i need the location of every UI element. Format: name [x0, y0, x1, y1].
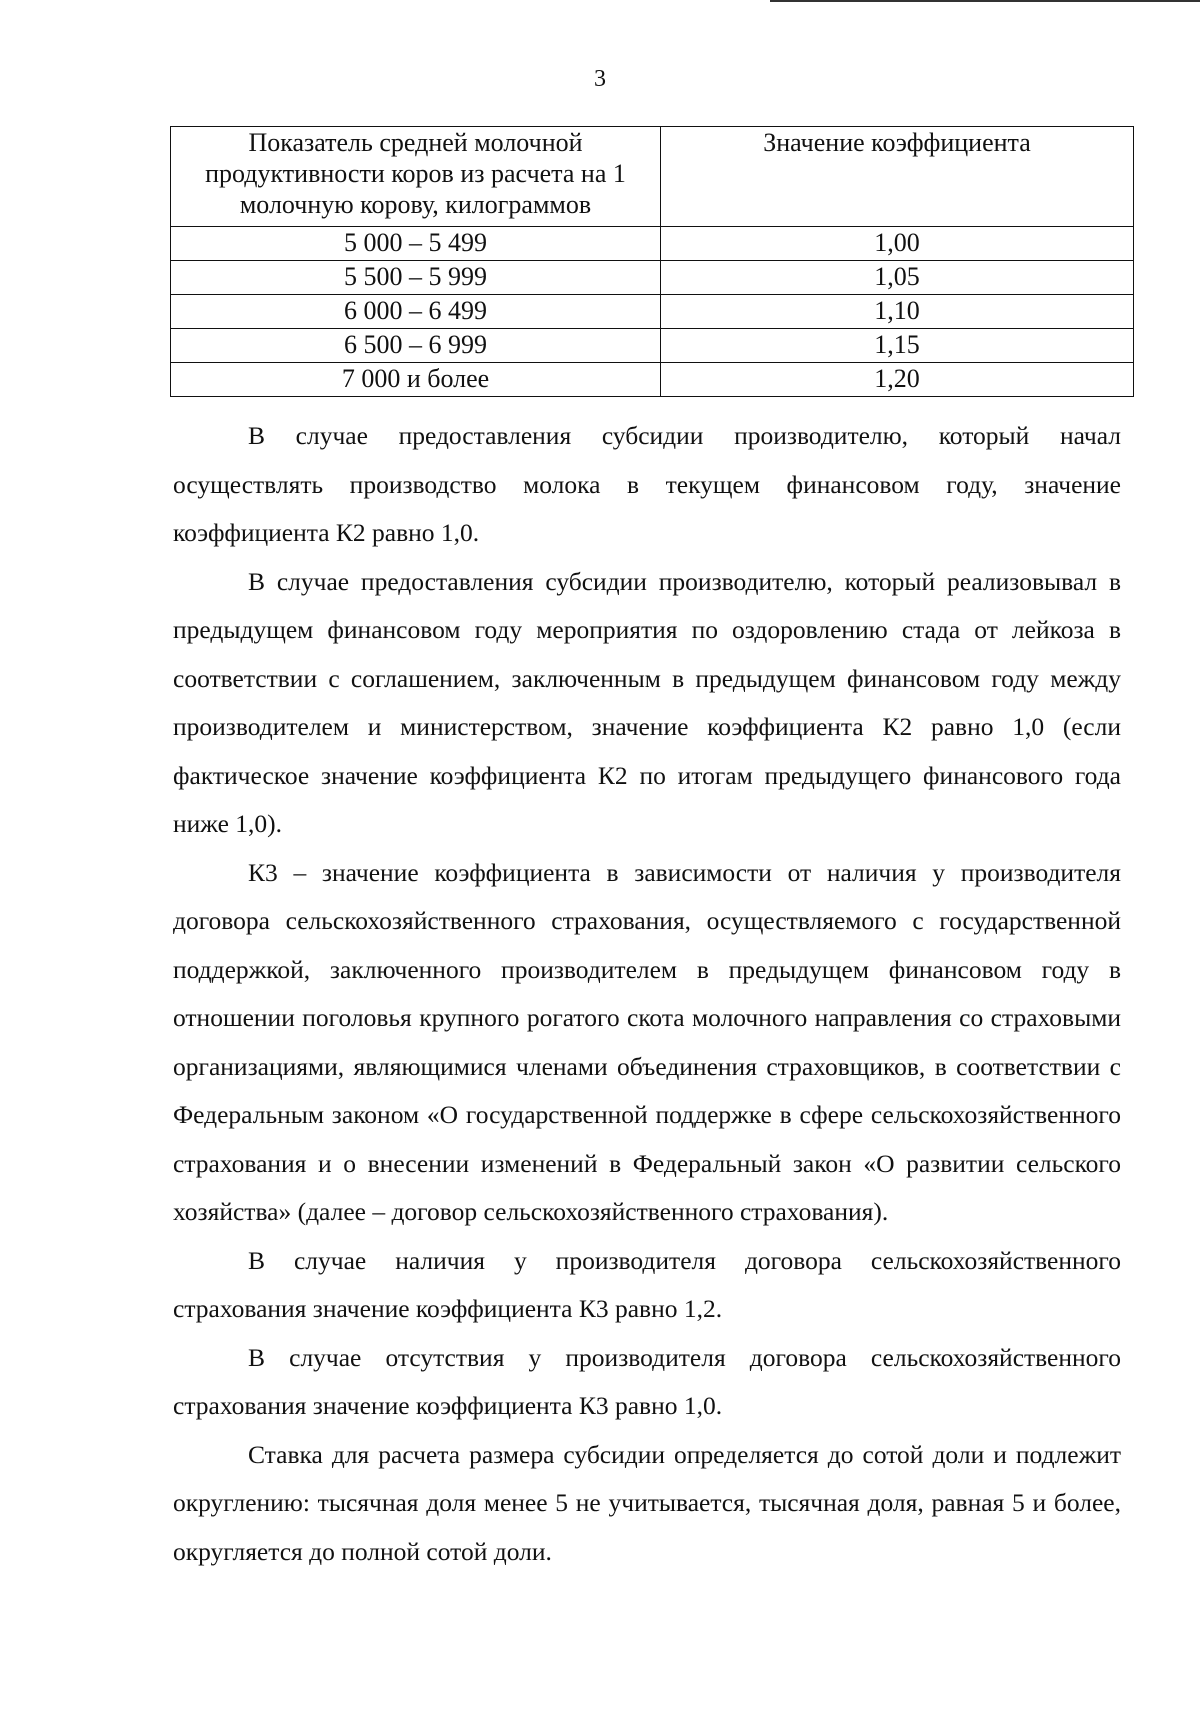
paragraph-rounding-rule: Ставка для расчета размера субсидии определяется до сотой доли и подлежит округлению: тысячная доля менее 5 не учитывается, тысячная доля, равная 5 и более, округляется до полной сотой доли. [173, 1439, 1121, 1566]
table-cell-range: 7 000 и более [171, 363, 661, 397]
table-cell-value: 1,00 [661, 227, 1134, 261]
table-cell-value: 1,10 [661, 295, 1134, 329]
paragraph-k3-with-insurance: В случае наличия у производителя договора сельскохозяйственного страхования значение коэффициента К3 равно 1,2. [173, 1245, 1121, 1323]
table-row [171, 227, 1134, 261]
table-row [171, 329, 1134, 363]
table-cell-value: 1,05 [661, 261, 1134, 295]
table-row [171, 261, 1134, 295]
coefficient-table [170, 126, 1134, 397]
table-cell-range: 5 000 – 5 499 [171, 227, 661, 261]
table-cell-range: 6 500 – 6 999 [171, 329, 661, 363]
table-row [171, 295, 1134, 329]
paragraph-k3-without-insurance: В случае отсутствия у производителя договора сельскохозяйственного страхования значение коэффициента К3 равно 1,0. [173, 1342, 1121, 1420]
top-rule [770, 0, 1200, 2]
table-cell-range: 5 500 – 5 999 [171, 261, 661, 295]
paragraph-k2-new-producer: В случае предоставления субсидии производителю, который начал осуществлять производство молока в текущем финансовом году, значение коэффициента К2 равно 1,0. [173, 421, 1121, 547]
table-header-coefficient: Значение коэффициента [661, 127, 1134, 227]
paragraph-k2-leukosis: В случае предоставления субсидии производителю, который реализовывал в предыдущем финансовом году мероприятия по оздоровлению стада от лейкоза в соответствии с соглашением, заключенным в предыдущем финансовом году между производителем и министерством, значение коэффициента К2 равно 1,0 (если фактическое значение коэффициента К2 по итогам предыдущего финансового года ниже 1,0). [173, 566, 1121, 838]
paragraph-k3-definition: К3 – значение коэффициента в зависимости от наличия у производителя договора сельскохозяйственного страхования, осуществляемого с государственной поддержкой, заключенного производителем в предыдущем финансовом году в отношении поголовья крупного рогатого скота молочного направления со страховыми организациями, являющимися членами объединения страховщиков, в соответствии с Федеральным законом «О государственной поддержке в сфере сельскохозяйственного страхования и о внесении изменений в Федеральный закон «О развитии сельского хозяйства» (далее – договор сельскохозяйственного страхования). [173, 857, 1121, 1226]
table-cell-range: 6 000 – 6 499 [171, 295, 661, 329]
table-cell-value: 1,20 [661, 363, 1134, 397]
table-row [171, 363, 1134, 397]
table-header-productivity: Показатель средней молочной продуктивности коров из расчета на 1 молочную корову, килограммов [171, 127, 661, 227]
page-number: 3 [594, 66, 606, 92]
table-header-row [171, 127, 1134, 227]
table-cell-value: 1,15 [661, 329, 1134, 363]
body-text [173, 412, 1121, 1576]
